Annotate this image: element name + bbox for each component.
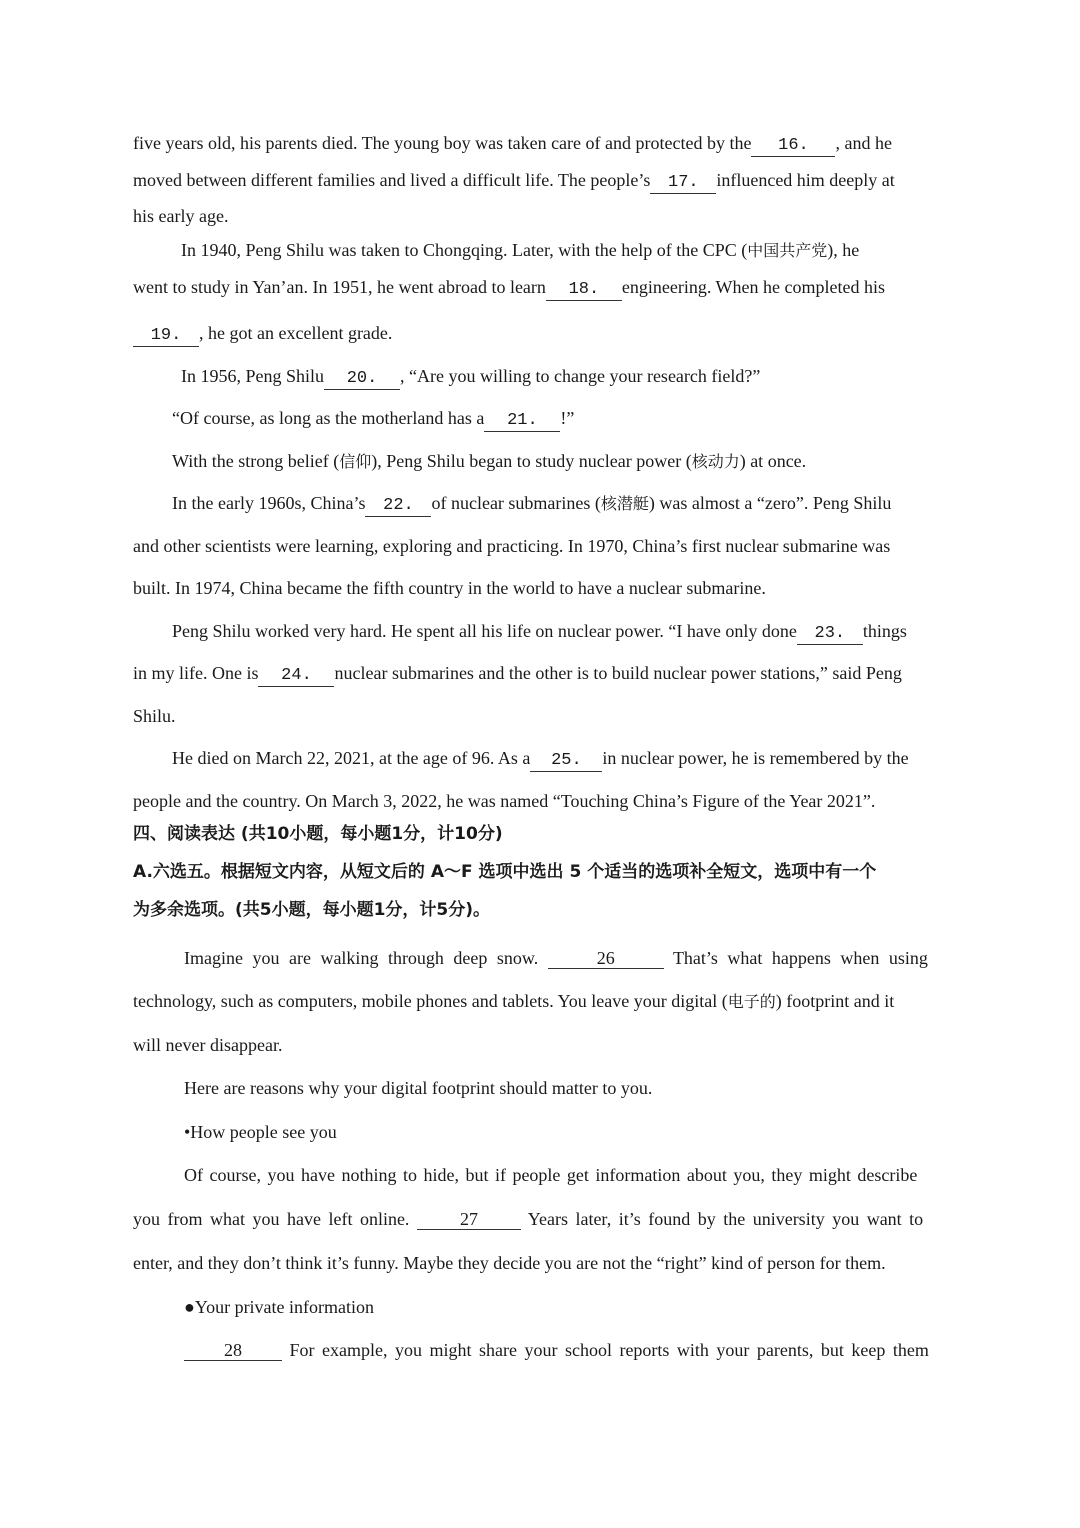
blank-20: 20. <box>324 369 400 390</box>
paragraph-line: In the early 1960s, China’s 22. of nuclear submarines (核潜艇) was almost a “zero”. Peng Shilu <box>172 493 892 515</box>
paragraph-line: technology, such as computers, mobile phones and tablets. You leave your digital (电子的) footprint and it <box>133 991 895 1011</box>
paragraph-line: and other scientists were learning, exploring and practicing. In 1970, China’s first nuclear submarine was <box>133 536 891 556</box>
paragraph-line: people and the country. On March 3, 2022, he was named “Touching China’s Figure of the Year 2021”. <box>133 791 876 811</box>
paragraph-line: Imagine you are walking through deep snow. 26 That’s what happens when using <box>184 948 928 968</box>
paragraph-line: went to study in Yan’an. In 1951, he went abroad to learn 18. engineering. When he completed his <box>133 277 886 299</box>
blank-18: 18. <box>546 280 622 301</box>
blank-24: 24. <box>258 666 334 687</box>
paragraph-line: “Of course, as long as the motherland has a 21. !” <box>172 408 575 430</box>
paragraph-line: Shilu. <box>133 706 176 726</box>
paragraph-line: will never disappear. <box>133 1035 283 1055</box>
paragraph-line: enter, and they don’t think it’s funny. Maybe they decide you are not the “right” kind of person for them. <box>133 1253 886 1273</box>
paragraph-line: you from what you have left online. 27 Years later, it’s found by the university you want to <box>133 1209 924 1229</box>
blank-22: 22. <box>365 496 431 517</box>
blank-16: 16. <box>751 136 835 157</box>
paragraph-line: In 1956, Peng Shilu 20. , “Are you willing to change your research field?” <box>181 366 761 388</box>
section-instructions: 为多余选项。(共5小题，每小题1分，计5分)。 <box>133 900 491 920</box>
paragraph-line: Peng Shilu worked very hard. He spent all his life on nuclear power. “I have only done 23. things <box>172 621 907 643</box>
paragraph-line: in my life. One is 24. nuclear submarines and the other is to build nuclear power stations,” said Peng <box>133 663 902 685</box>
blank-26: 26 <box>548 948 664 969</box>
paragraph-line: In 1940, Peng Shilu was taken to Chongqing. Later, with the help of the CPC (中国共产党), he <box>181 240 860 260</box>
paragraph-line: his early age. <box>133 206 229 226</box>
paragraph-line: Here are reasons why your digital footprint should matter to you. <box>184 1078 653 1098</box>
bullet-heading: •How people see you <box>184 1122 337 1142</box>
blank-21: 21. <box>484 411 560 432</box>
section-heading: 四、阅读表达 (共10小题，每小题1分，计10分) <box>133 824 503 844</box>
paragraph-line: Of course, you have nothing to hide, but if people get information about you, they might describe <box>184 1165 918 1185</box>
paragraph-line: With the strong belief (信仰), Peng Shilu began to study nuclear power (核动力) at once. <box>172 451 807 471</box>
paragraph-line: built. In 1974, China became the fifth country in the world to have a nuclear submarine. <box>133 578 766 598</box>
paragraph-line: 19. , he got an excellent grade. <box>133 322 392 347</box>
blank-23: 23. <box>797 624 863 645</box>
paragraph-line: 28 For example, you might share your school reports with your parents, but keep them <box>184 1339 929 1361</box>
blank-17: 17. <box>650 173 716 194</box>
section-instructions: A.六选五。根据短文内容，从短文后的 A～F 选项中选出 5 个适当的选项补全短文，选项中有一个 <box>133 862 877 882</box>
bullet-heading: ●Your private information <box>184 1297 375 1317</box>
blank-25: 25. <box>530 751 602 772</box>
paragraph-line: five years old, his parents died. The young boy was taken care of and protected by the 16. , and he <box>133 133 892 155</box>
paragraph-line: He died on March 22, 2021, at the age of 96. As a 25. in nuclear power, he is remembered by the <box>172 748 909 770</box>
paragraph-line: moved between different families and lived a difficult life. The people’s 17. influenced him deeply at <box>133 170 895 192</box>
blank-19: 19. <box>133 326 199 347</box>
blank-27: 27 <box>417 1209 521 1230</box>
blank-28: 28 <box>184 1340 282 1361</box>
